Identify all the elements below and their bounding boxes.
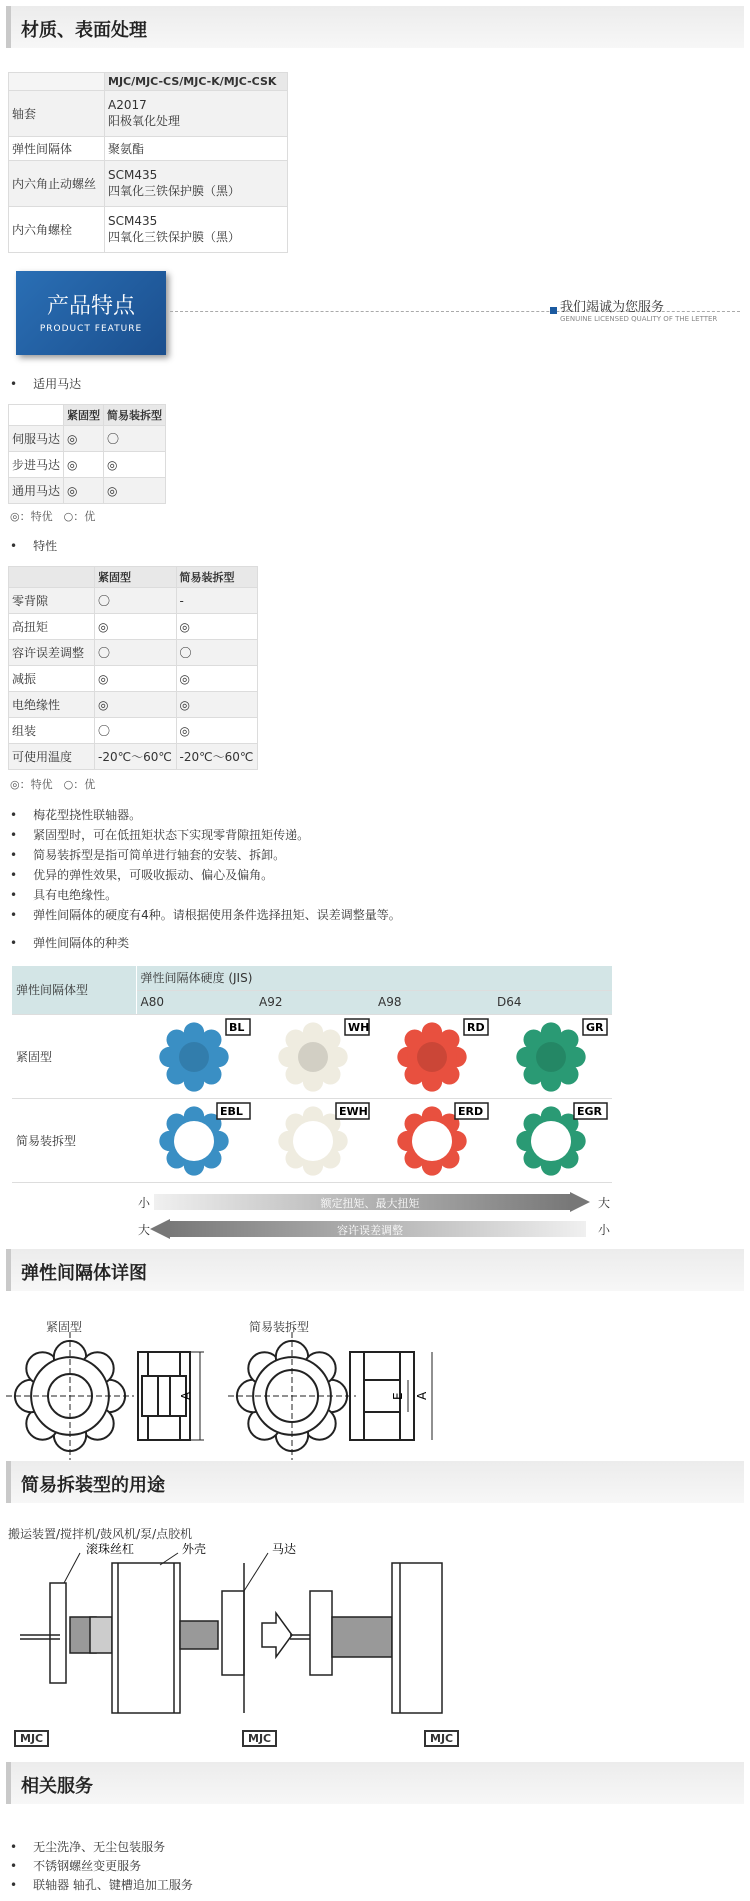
hardness-col: A92 — [255, 990, 374, 1014]
traits-legend: ◎：特优 ○：优 — [10, 778, 96, 791]
section-header-usage — [6, 1461, 744, 1503]
slogan: 我们竭诚为您服务 — [560, 300, 665, 315]
service-item: • 不锈钢螺丝变更服务 — [10, 1857, 141, 1874]
trait-label: 高扭矩 — [9, 614, 95, 640]
trait-cell: 〇 — [176, 640, 258, 666]
material-row-value: SCM435 四氧化三铁保护膜（黑） — [105, 207, 288, 253]
spacer-code: GR — [586, 1020, 604, 1034]
motor-row-label: 伺服马达 — [9, 426, 64, 452]
torque-arrow — [150, 1192, 590, 1212]
hardness-header: 弹性间隔体硬度 (JIS) — [136, 966, 612, 990]
spacer-image — [136, 1015, 252, 1095]
detail-label-clamp: 紧固型 — [46, 1320, 83, 1334]
spacer-row-label: 紧固型 — [12, 1014, 136, 1098]
spacer-image — [374, 1099, 490, 1179]
section-title: 简易拆装型的用途 — [21, 1475, 165, 1496]
section-title: 弹性间隔体详图 — [21, 1263, 147, 1284]
svg-text:滚珠丝杠: 滚珠丝杠 — [86, 1543, 135, 1556]
motor-cell: ◎ — [64, 452, 104, 478]
material-row-value: SCM435 四氧化三铁保护膜（黑） — [105, 161, 288, 207]
motor-cell: ◎ — [64, 426, 104, 452]
service-item: • 无尘洗净、无尘包装服务 — [10, 1838, 165, 1855]
usage-drawing — [0, 1543, 750, 1743]
spacer-row-header: 弹性间隔体型 — [12, 966, 136, 1014]
spacer-cell — [255, 1098, 374, 1182]
arrow1-left: 小 — [138, 1196, 151, 1210]
trait-cell: ◎ — [95, 692, 177, 718]
material-row-label: 内六角螺栓 — [9, 207, 105, 253]
trait-label: 电绝缘性 — [9, 692, 95, 718]
feature-bullet: • 梅花型挠性联轴器。 — [10, 806, 141, 823]
trait-label: 容许误差调整 — [9, 640, 95, 666]
spacer-row-label: 简易装拆型 — [12, 1098, 136, 1182]
spacer-detail-drawing — [0, 1330, 750, 1470]
material-row-label: 内六角止动螺丝 — [9, 161, 105, 207]
trait-label: 减振 — [9, 666, 95, 692]
spacer-cell — [493, 1098, 612, 1182]
motor-row-label: 步进马达 — [9, 452, 64, 478]
traits-col-header: 简易装拆型 — [176, 567, 258, 588]
spacer-image — [255, 1015, 371, 1095]
spacer-cell — [255, 1014, 374, 1098]
service-item: • 联轴器 轴孔、键槽追加工服务 — [10, 1876, 193, 1893]
trait-cell: 〇 — [95, 640, 177, 666]
mjc-tag: MJC — [424, 1730, 459, 1747]
svg-text:E: E — [391, 1392, 405, 1400]
trait-cell: 〇 — [95, 588, 177, 614]
arrow1-right: 大 — [598, 1196, 611, 1210]
spacer-image — [493, 1015, 609, 1095]
svg-text:马达: 马达 — [272, 1543, 297, 1556]
traits-table — [8, 566, 258, 770]
hardness-col: D64 — [493, 990, 612, 1014]
trait-label: 零背隙 — [9, 588, 95, 614]
arrow1-text: 额定扭矩、最大扭矩 — [320, 1197, 420, 1210]
spacer-code: BL — [229, 1020, 245, 1034]
trait-cell: ◎ — [176, 666, 258, 692]
trait-cell: ◎ — [176, 614, 258, 640]
feature-bullet: • 具有电绝缘性。 — [10, 886, 117, 903]
feature-bullet: • 紧固型时，可在低扭矩状态下实现零背隙扭矩传递。 — [10, 826, 309, 843]
spacer-types-table — [12, 966, 612, 1183]
svg-text:外壳: 外壳 — [182, 1543, 207, 1556]
detail-label-easy: 简易装拆型 — [249, 1320, 310, 1334]
spacer-image — [255, 1099, 371, 1179]
slogan-en: GENUINE LICENSED QUALITY OF THE LETTER — [560, 315, 718, 323]
spacer-cell — [136, 1098, 255, 1182]
trait-cell: - — [176, 588, 258, 614]
bullet-traits: • 特性 — [10, 537, 57, 554]
trait-cell: -20℃～60℃ — [176, 744, 258, 770]
motor-row-label: 通用马达 — [9, 478, 64, 504]
spacer-cell — [136, 1014, 255, 1098]
misalignment-arrow — [150, 1219, 590, 1239]
banner-subtitle: PRODUCT FEATURE — [39, 324, 143, 334]
slogan-marker-icon — [550, 307, 557, 314]
product-feature-banner — [16, 271, 166, 355]
mjc-tag: MJC — [242, 1730, 277, 1747]
section-header-spacer-detail — [6, 1249, 744, 1291]
spacer-code: EBL — [220, 1104, 243, 1118]
motor-col-header: 紧固型 — [64, 405, 104, 426]
trait-cell: ◎ — [176, 692, 258, 718]
materials-table — [8, 72, 288, 253]
trait-cell: ◎ — [95, 614, 177, 640]
section-header-materials — [6, 6, 744, 48]
spacer-image — [493, 1099, 609, 1179]
spacer-image — [374, 1015, 490, 1095]
usage-text: 搬运装置/搅拌机/鼓风机/泵/点胶机 — [8, 1527, 193, 1541]
feature-bullet: • 简易装拆型是指可简单进行轴套的安装、拆卸。 — [10, 846, 285, 863]
arrow2-text: 容许误差调整 — [337, 1224, 403, 1237]
spacer-code: EGR — [577, 1104, 603, 1118]
bullet-motor: • 适用马达 — [10, 375, 81, 392]
arrow2-left: 大 — [138, 1223, 151, 1237]
section-header-services — [6, 1762, 744, 1804]
materials-header: MJC/MJC-CS/MJC-K/MJC-CSK — [105, 73, 288, 91]
hardness-col: A80 — [136, 990, 255, 1014]
motor-legend: ◎：特优 ○：优 — [10, 510, 96, 523]
motor-col-header: 简易装拆型 — [103, 405, 165, 426]
trait-cell: 〇 — [95, 718, 177, 744]
spacer-code: WH — [348, 1020, 370, 1034]
traits-col-header: 紧固型 — [95, 567, 177, 588]
motor-cell: 〇 — [103, 426, 165, 452]
motor-cell: ◎ — [103, 478, 165, 504]
spacer-cell — [374, 1098, 493, 1182]
motor-cell: ◎ — [103, 452, 165, 478]
section-title: 相关服务 — [21, 1776, 93, 1797]
motor-table — [8, 404, 166, 504]
material-row-value: 聚氨酯 — [105, 137, 288, 161]
arrow2-right: 小 — [598, 1223, 611, 1237]
svg-text:A: A — [179, 1391, 193, 1400]
hardness-col: A98 — [374, 990, 493, 1014]
bullet-spacer-types: • 弹性间隔体的种类 — [10, 934, 129, 951]
trait-label: 可使用温度 — [9, 744, 95, 770]
spacer-image — [136, 1099, 252, 1179]
spacer-code: ERD — [458, 1104, 484, 1118]
svg-text:A: A — [415, 1391, 429, 1400]
spacer-code: EWH — [339, 1104, 368, 1118]
spacer-cell — [374, 1014, 493, 1098]
mjc-tag: MJC — [14, 1730, 49, 1747]
material-row-label: 轴套 — [9, 91, 105, 137]
trait-cell: ◎ — [95, 666, 177, 692]
motor-cell: ◎ — [64, 478, 104, 504]
trait-cell: -20℃～60℃ — [95, 744, 177, 770]
feature-bullet: • 弹性间隔体的硬度有4种。请根据使用条件选择扭矩、误差调整量等。 — [10, 906, 401, 923]
trait-label: 组装 — [9, 718, 95, 744]
trait-cell: ◎ — [176, 718, 258, 744]
material-row-label: 弹性间隔体 — [9, 137, 105, 161]
feature-bullet: • 优异的弹性效果，可吸收振动、偏心及偏角。 — [10, 866, 273, 883]
spacer-code: RD — [467, 1020, 485, 1034]
banner-title: 产品特点 — [46, 294, 135, 319]
material-row-value: A2017 阳极氧化处理 — [105, 91, 288, 137]
section-title: 材质、表面处理 — [21, 20, 147, 41]
spacer-cell — [493, 1014, 612, 1098]
